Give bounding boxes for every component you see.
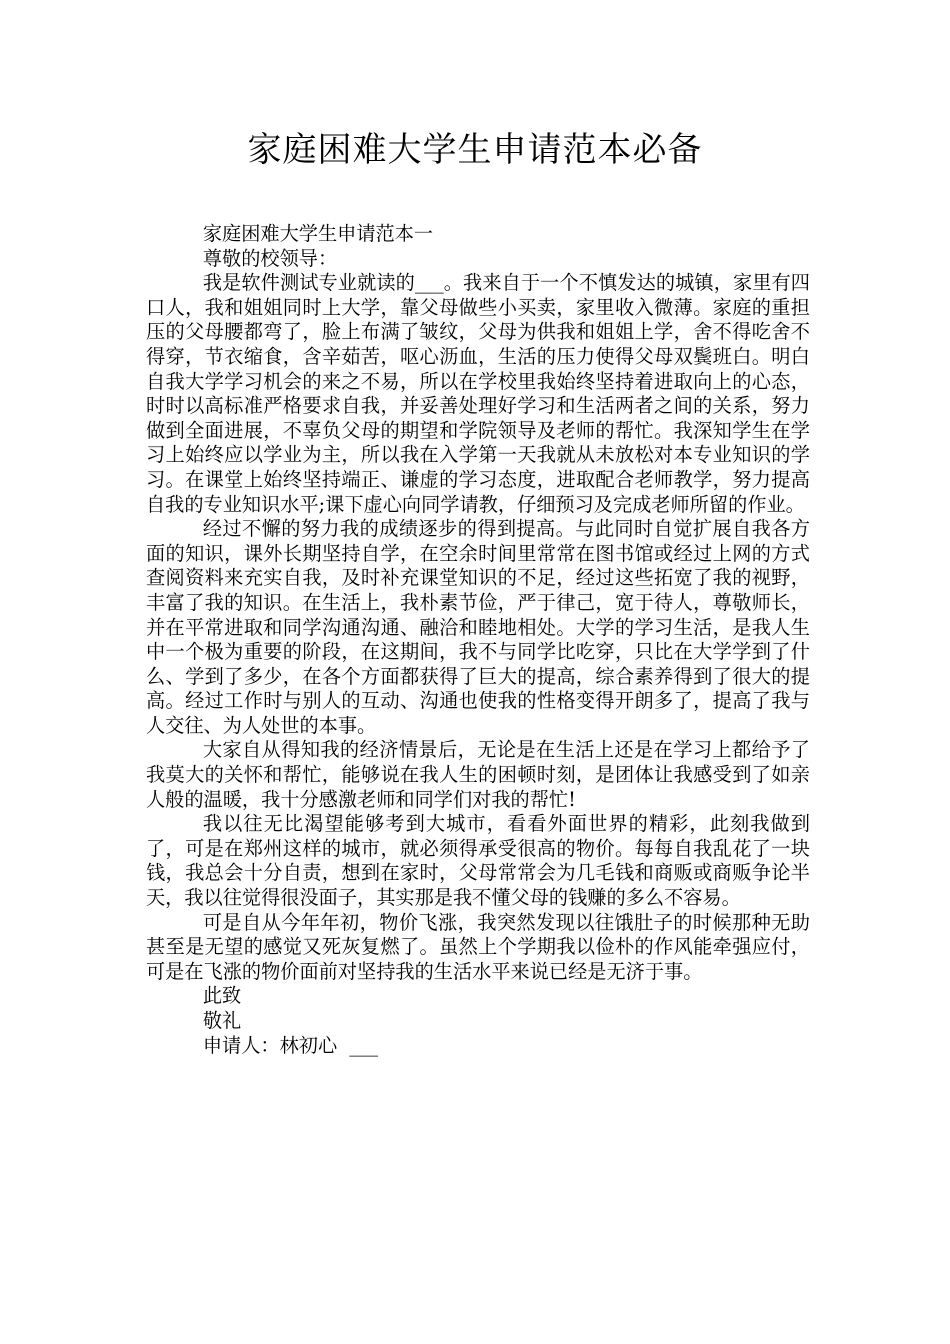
closing-regards: 此致 <box>202 984 242 1008</box>
signature-line <box>146 1034 810 1059</box>
paragraph-2: 经过不懈的努力我的成绩逐步的得到提高。与此同时自觉扩展自我各方面的知识，课外长期坚持自学，在空余时间里常常在图书馆或经过上网的方式查阅资料来充实自我，及时补充课堂知识的不足，经过这些拓宽了我的视野，丰富了我的知识。在生活上，我朴素节俭，严于律己，宽于待人，尊敬师长，并在平常进取和同学沟通沟通、融洽和睦地相处。大学的学习生活，是我人生中一个极为重要的阶段，在这期间，我不与同学比吃穿，只比在大学学到了什么、学到了多少，在各个方面都获得了巨大的提高，综合素养得到了很大的提高。经过工作时与别人的互动、沟通也使我的性格变得开朗多了，提高了我与人交往、为人处世的本事。 <box>146 517 810 737</box>
paragraph-5: 可是自从今年年初，物价飞涨，我突然发现以往饿肚子的时候那种无助甚至是无望的感觉又死灰复燃了。虽然上个学期我以俭朴的作风能牵强应付，可是在飞涨的物价面前对坚持我的生活水平来说已经是无济于事。 <box>146 910 810 983</box>
paragraph-1: 我是软件测试专业就读的___。我来自于一个不慎发达的城镇，家里有四口人，我和姐姐同时上大学，靠父母做些小买卖，家里收入微薄。家庭的重担压的父母腰都弯了，脸上布满了皱纹，父母为供我和姐姐上学，舍不得吃舍不得穿，节衣缩食，含辛茹苦，呕心沥血，生活的压力使得父母双鬓班白。明白自我大学学习机会的来之不易，所以在学校里我始终坚持着进取向上的心态，时时以高标准严格要求自我，并妥善处理好学习和生活两者之间的关系，努力做到全面进展，不辜负父母的期望和学院领导及老师的帮忙。我深知学生在学习上始终应以学业为主，所以我在入学第一天我就从未放松对本专业知识的学习。在课堂上始终坚持端正、谦虚的学习态度，进取配合老师教学，努力提高自我的专业知识水平;课下虚心向同学请教，仔细预习及完成老师所留的作业。 <box>146 271 810 516</box>
document-title: 家庭困难大学生申请范本必备 <box>247 130 703 170</box>
applicant-name: 申请人：林初心 <box>202 1033 338 1057</box>
subtitle: 家庭困难大学生申请范本一 <box>202 222 434 245</box>
closing-salute: 敬礼 <box>202 1009 242 1032</box>
salutation: 尊敬的校领导： <box>202 246 338 270</box>
applicant-blank: ___ <box>349 1033 379 1057</box>
paragraph-4: 我以往无比渴望能够考到大城市，看看外面世界的精彩，此刻我做到了，可是在郑州这样的城市，就必须得承受很高的物价。每每自我乱花了一块钱，我总会十分自责，想到在家时，父母常常会为几毛钱和商贩或商贩争论半天，我以往觉得很没面子，其实那是我不懂父母的钱赚的多么不容易。 <box>146 812 810 910</box>
document-body <box>146 222 810 1058</box>
paragraph-3: 大家自从得知我的经济情景后，无论是在生活上还是在学习上都给予了我莫大的关怀和帮忙，能够说在我人生的困顿时刻，是团体让我感受到了如亲人般的温暖，我十分感激老师和同学们对我的帮忙! <box>146 738 810 811</box>
